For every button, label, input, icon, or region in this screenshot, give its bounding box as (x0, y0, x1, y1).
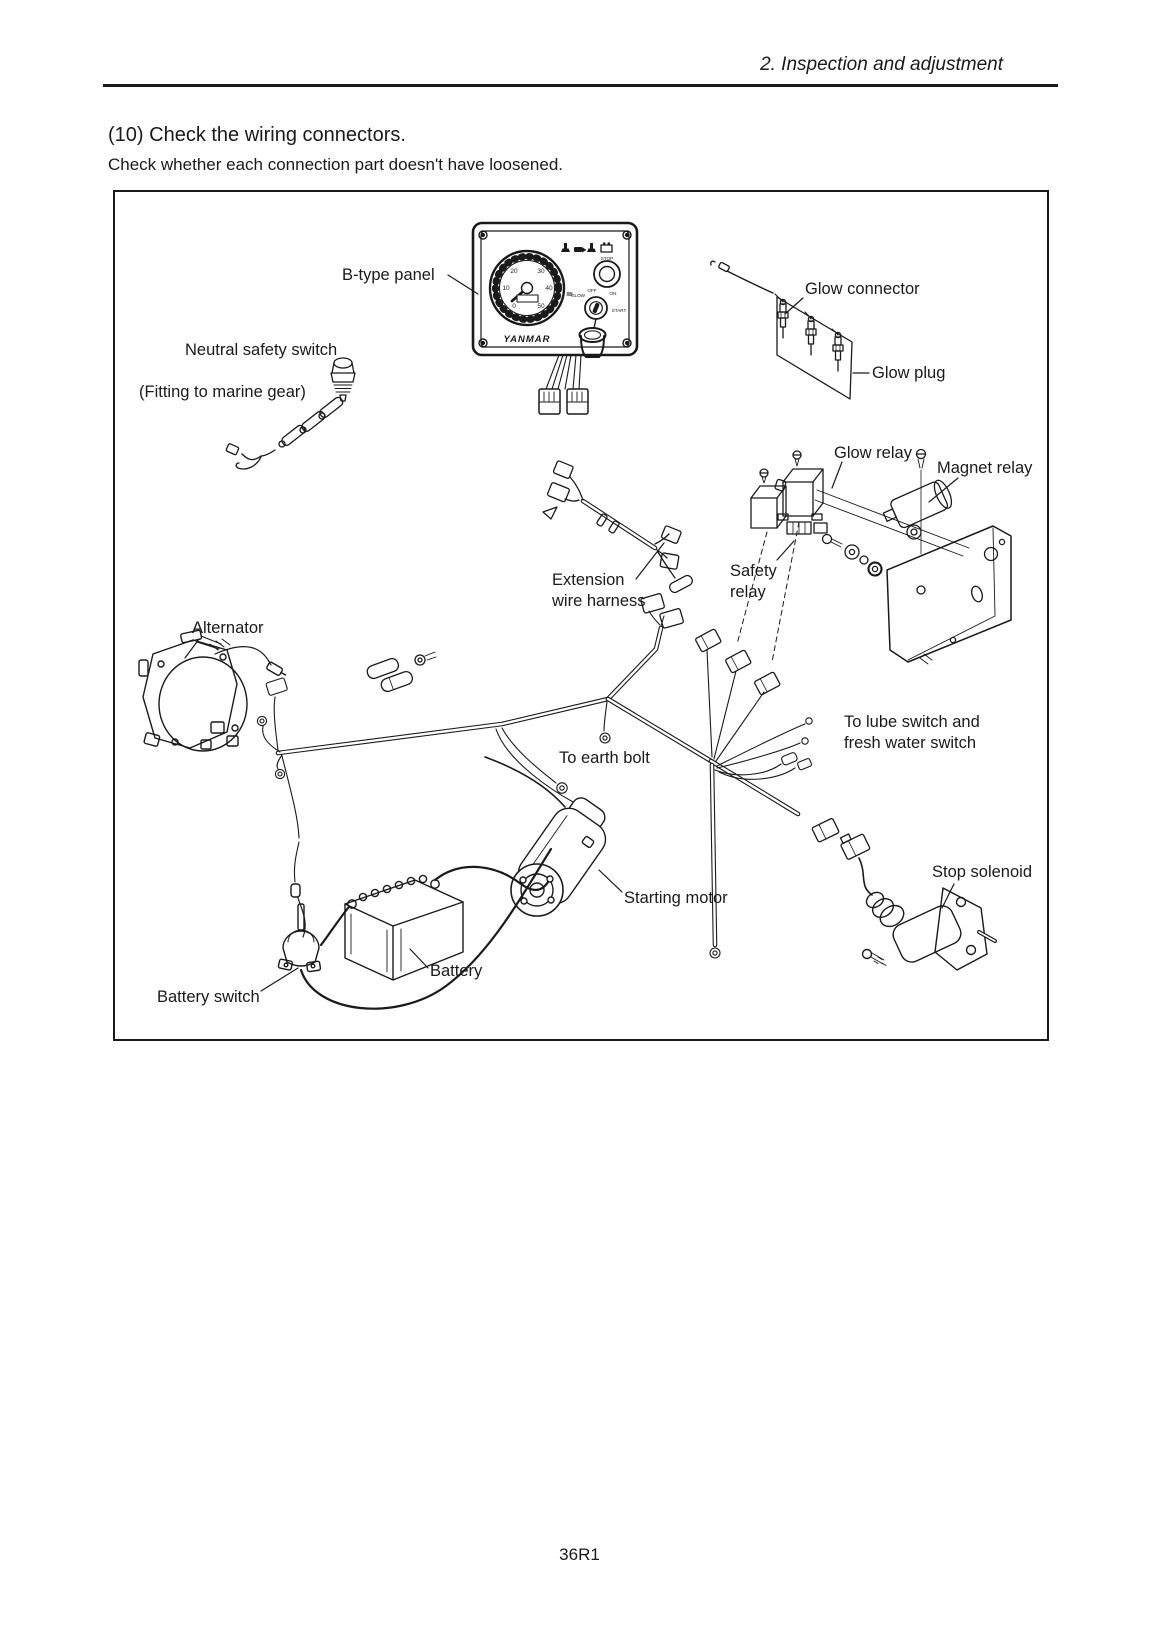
temp-icon (587, 243, 596, 252)
harness-top-connectors (640, 593, 683, 628)
solenoid-screw (863, 950, 887, 966)
label-to-lube-1: To lube switch and (844, 713, 980, 731)
glow-plug-2 (806, 321, 816, 355)
panel-harness (539, 355, 588, 414)
svg-text:20: 20 (510, 268, 518, 275)
label-b-type-panel: B-type panel (342, 266, 435, 284)
label-magnet-relay: Magnet relay (937, 459, 1033, 477)
label-neutral-safety-switch: Neutral safety switch (185, 341, 338, 359)
key-cover (580, 319, 606, 357)
warning-lamp-icons (561, 243, 612, 253)
battery-icon (601, 243, 612, 253)
safety-relay-drawing (751, 469, 786, 528)
label-safety-relay-2: relay (730, 583, 766, 601)
solenoid-branch (812, 818, 872, 895)
wiring-diagram-frame (113, 190, 1049, 1041)
label-glow-relay: Glow relay (834, 444, 912, 462)
label-to-earth-bolt: To earth bolt (559, 749, 650, 767)
on-label: ON (609, 291, 617, 296)
start-label: START (611, 308, 627, 313)
stop-label: STOP (600, 256, 614, 261)
label-starting-motor: Starting motor (624, 889, 728, 907)
starting-motor-drawing (485, 757, 612, 916)
header-rule (103, 84, 1058, 87)
battery-terminals (348, 875, 439, 908)
label-fitting-to-marine-gear: (Fitting to marine gear) (139, 383, 306, 401)
label-battery: Battery (430, 962, 483, 980)
brand-logo: YANMAR (503, 334, 551, 345)
label-safety-relay-1: Safety (730, 562, 777, 580)
running-header: 2. Inspection and adjustment (760, 54, 1003, 75)
b-type-panel-drawing (473, 223, 637, 414)
neutral-safety-switch-drawing (226, 358, 355, 469)
svg-text:0: 0 (512, 303, 516, 310)
relay-assembly (737, 450, 1011, 665)
instruction-text: Check whether each connection part doesn't have loosened. (108, 155, 563, 174)
wiring-diagram (115, 192, 1047, 1039)
label-battery-switch: Battery switch (157, 988, 260, 1006)
label-stop-solenoid: Stop solenoid (932, 863, 1032, 881)
label-alternator: Alternator (192, 619, 264, 637)
relay-hardware (823, 535, 882, 576)
page-number: 36R1 (559, 1545, 600, 1564)
svg-text:40: 40 (545, 285, 553, 292)
glow-plug-1 (778, 304, 788, 338)
off-label: OFF (587, 288, 597, 293)
oil-icon (574, 247, 587, 253)
stop-button (594, 261, 620, 287)
label-extension-2: wire harness (552, 592, 646, 610)
battery-switch-drawing (278, 842, 551, 1009)
alternator-drawing (139, 630, 287, 751)
svg-text:30: 30 (537, 268, 545, 275)
svg-text:50: 50 (537, 303, 545, 310)
label-extension-1: Extension (552, 571, 625, 589)
main-harness (257, 593, 872, 958)
stop-solenoid-drawing (863, 888, 996, 970)
glow-label: GLOW (570, 293, 586, 298)
engine-icon (561, 243, 570, 252)
inline-fuse-parts (366, 652, 436, 693)
glow-plug-3 (833, 337, 843, 371)
section-title: (10) Check the wiring connectors. (108, 124, 406, 146)
label-glow-connector: Glow connector (805, 280, 920, 298)
mounting-bracket (887, 526, 1011, 664)
tachometer-gauge (490, 251, 564, 325)
label-to-lube-2: fresh water switch (844, 734, 977, 752)
switch-harness (226, 396, 345, 469)
ring-terminals (496, 702, 720, 958)
harness-left-ends (257, 678, 299, 838)
label-glow-plug: Glow plug (872, 364, 946, 382)
svg-text:10: 10 (502, 285, 510, 292)
